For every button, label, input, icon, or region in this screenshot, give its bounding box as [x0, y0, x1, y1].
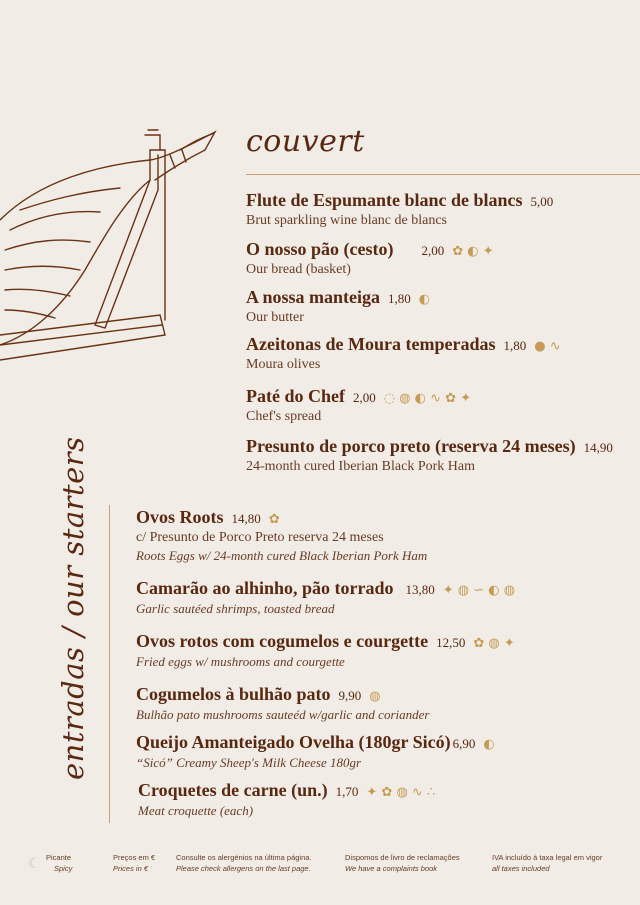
footer-note — [46, 852, 72, 874]
footer-note-pt: IVA incluído à taxa legal em vigor — [492, 853, 603, 862]
item-price: 13,80 — [405, 582, 435, 597]
allergen-icons: ◐ — [483, 737, 495, 752]
footer-note-pt: Preços em € — [113, 853, 156, 862]
item-price: 1,80 — [388, 291, 411, 306]
menu-item — [246, 239, 494, 278]
starters-title: entradas / our starters — [56, 436, 90, 780]
item-description: Chef's spread — [246, 409, 322, 424]
item-description: 24-month cured Iberian Black Pork Ham — [246, 459, 475, 474]
item-subtitle: c/ Presunto de Porco Preto reserva 24 meses — [136, 530, 384, 545]
item-name: Flute de Espumante blanc de blancs — [246, 190, 523, 210]
item-price: 12,50 — [436, 635, 466, 650]
menu-item — [138, 780, 435, 819]
footer-note-pt: Dispomos de livro de reclamações — [345, 853, 460, 862]
item-price: 9,90 — [338, 688, 362, 703]
footer-note — [176, 852, 312, 874]
allergen-icons: ● ∿ — [534, 339, 561, 354]
footer-note — [345, 852, 460, 874]
item-price: 1,70 — [335, 784, 359, 799]
item-description: Bulhão pato mushrooms sauteéd w/garlic and coriander — [136, 707, 430, 722]
footer-note-pt: Consulte os alergénios na última página. — [176, 853, 312, 862]
allergen-icons: ✿ ◐ ✦ — [452, 244, 494, 259]
menu-item — [136, 507, 427, 564]
item-name: O nosso pão (cesto) — [246, 239, 394, 259]
couvert-divider — [246, 174, 640, 175]
menu-item — [246, 334, 561, 373]
menu-item — [246, 287, 430, 326]
item-description: Roots Eggs w/ 24-month cured Black Iberian Pork Ham — [136, 548, 428, 563]
menu-item — [246, 436, 613, 475]
couvert-title: couvert — [246, 124, 365, 159]
item-name: Ovos rotos com cogumelos e courgette — [136, 631, 429, 651]
menu-item — [246, 190, 553, 229]
footer-note-en: Prices in € — [113, 864, 149, 873]
item-name: Camarão ao alhinho, pão torrado — [136, 578, 394, 598]
item-description: Our bread (basket) — [246, 262, 351, 277]
item-name: A nossa manteiga — [246, 287, 381, 307]
item-description: Meat croquette (each) — [138, 803, 254, 818]
footer-note — [492, 852, 602, 874]
item-name: Croquetes de carne (un.) — [138, 780, 328, 800]
item-price: 14,80 — [231, 511, 261, 526]
item-name: Paté do Chef — [246, 386, 345, 406]
footer-note — [113, 852, 155, 874]
item-name: Ovos Roots — [136, 507, 224, 527]
item-description: Garlic sautéed shrimps, toasted bread — [136, 601, 335, 616]
item-description: Moura olives — [246, 357, 321, 372]
item-name: Azeitonas de Moura temperadas — [246, 334, 496, 354]
allergen-icons: ✦ ◍ ∽ ◐ ◍ — [442, 583, 516, 598]
menu-item — [136, 684, 429, 723]
item-name: Cogumelos à bulhão pato — [136, 684, 331, 704]
item-price: 2,00 — [421, 243, 445, 258]
chili-icon: ☾ — [28, 855, 41, 871]
item-description: Fried eggs w/ mushrooms and courgette — [136, 654, 345, 669]
item-description: “Sicó” Creamy Sheep's Milk Cheese 180gr — [136, 755, 362, 770]
footer-note-en: all taxes included — [492, 864, 550, 873]
item-price: 14,90 — [583, 440, 613, 455]
allergen-icons: ✿ ◍ ✦ — [473, 636, 515, 651]
allergen-icons: ✦ ✿ ◍ ∿ ∴ — [366, 785, 436, 800]
item-price: 6,90 — [452, 736, 476, 751]
item-price: 5,00 — [530, 194, 554, 209]
item-description: Brut sparkling wine blanc de blancs — [246, 213, 448, 228]
footer — [0, 852, 640, 882]
menu-item — [246, 386, 471, 425]
allergen-icons: ✿ — [268, 512, 280, 527]
starters-divider — [109, 505, 110, 823]
menu-item — [136, 732, 495, 771]
item-description: Our butter — [246, 310, 304, 325]
allergen-icons: ◐ — [418, 292, 431, 307]
menu-item — [136, 578, 515, 617]
footer-note-en: Please check allergens on the last page. — [176, 864, 311, 873]
footer-note-en: Spicy — [54, 864, 73, 873]
item-name: Queijo Amanteigado Ovelha (180gr Sicó) — [136, 732, 451, 752]
footer-note-pt: Picante — [46, 853, 72, 862]
item-name: Presunto de porco preto (reserva 24 meses) — [246, 436, 576, 456]
menu-item — [136, 631, 515, 670]
allergen-icons: ◍ — [369, 689, 381, 704]
ham-illustration — [0, 120, 230, 380]
item-price: 2,00 — [352, 390, 376, 405]
footer-note-en: We have a complaints book — [345, 864, 437, 873]
item-price: 1,80 — [503, 338, 527, 353]
allergen-icons: ◌ ◍ ◐ ∿ ✿ ✦ — [383, 391, 472, 406]
